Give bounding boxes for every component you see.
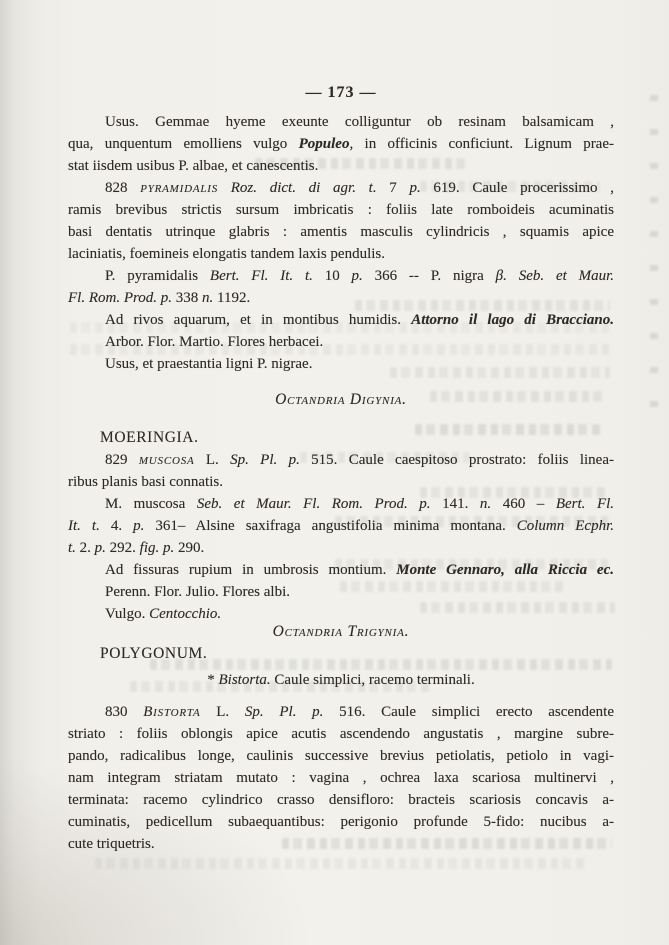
body-line [68,833,614,855]
text-segment: Usus. Gemmae hyeme exeunte colliguntur ob resinam balsamicam , [105,114,614,130]
text-segment: Seb. et Maur. [518,268,615,284]
text-segment: pando, radicalibus longe, caulinis successive brevius petiolatis, petiolo in vagi- [68,748,614,764]
text-segment: nam integram striatam mutato : vagina , ochrea laxa scariosa multinervi , [68,770,614,786]
body-line [68,745,614,767]
body-line [68,353,614,375]
text-segment: Fl. Rom. Prod. p. [68,290,173,306]
text-segment: muscosa [138,452,195,468]
text-segment: cute triquetris. [68,836,155,852]
genus-heading [68,427,614,449]
text-segment: 141. [430,496,480,512]
text-segment: cuminatis, pedicellum subaequantibus: perigonio profunde 5-fido: nucibus a- [68,814,614,830]
body-line [68,701,614,723]
text-segment: ramis brevibus strictis sursum imbricatis : foliis late romboideis acuminatis [68,202,614,218]
text-segment: L. [200,704,245,720]
body-line [68,811,614,833]
text-segment: Octandria Digynia. [275,391,407,408]
text-segment: 516. Caule simplici erecto ascendente [323,704,614,720]
body-line [68,767,614,789]
text-segment: * [207,672,219,688]
text-segment: Octandria Trigynia. [272,623,410,640]
text-segment: Usus, et praestantia ligni P. nigrae. [105,356,313,372]
species-subheading [68,669,614,691]
class-order-heading [68,389,614,411]
text-segment: Populeo [298,136,350,152]
genus-heading [68,643,614,665]
text-segment: p. [409,180,421,196]
text-segment: qua, unquentum emolliens vulgo [68,136,299,152]
text-segment: pyramidalis [140,180,219,196]
text-segment: Sp. Pl. p. [230,452,300,468]
body-line [68,789,614,811]
body-line [68,515,614,537]
text-segment: 829 [105,452,139,468]
text-segment: 290. [174,540,205,556]
text-segment: Bistorta [143,704,201,720]
text-segment: M. muscosa [105,496,197,512]
text-segment: Attorno il lago di Bracciano. [411,312,615,328]
text-segment: Column Ecphr. [516,518,615,534]
body-line [68,471,614,493]
text-segment: Seb. et Maur. Fl. Rom. Prod. p. [196,496,431,512]
text-segment: 10 [312,268,352,284]
body-line [68,287,614,309]
text-segment: 619. Caule procerissimo , [420,180,615,196]
text-segment [507,268,519,284]
text-segment: 2. [75,540,95,556]
text-segment: 1192. [213,290,251,306]
page-number [68,82,614,104]
body-line [68,155,614,177]
text-segment: MOERINGIA. [100,429,199,446]
text-column [68,82,614,855]
text-segment: terminata: racemo cylindrico crasso densifloro: bracteis scariosis concavis a- [68,792,614,808]
body-line [68,177,614,199]
text-segment: β. [495,268,507,284]
text-segment: Bistorta. [218,672,271,688]
text-segment [218,180,231,196]
body-line [68,243,614,265]
text-segment: 361– Alsine saxifraga angustifolia minima montana. [144,518,517,534]
text-segment: n. [479,496,492,512]
text-segment: Ad rivos aquarum, et in montibus humidis. [105,312,412,328]
body-line [68,331,614,353]
text-segment: 7 [376,180,410,196]
text-segment: stat iisdem usibus P. albae, et canescentis. [68,158,319,174]
text-segment: p. [94,540,106,556]
body-line [68,493,614,515]
text-segment: It. t. [68,518,100,534]
body-line [68,309,614,331]
bleedthrough-artifact [95,858,585,869]
text-segment: 292. [105,540,140,556]
body-line [68,111,614,133]
text-segment: 366 -- P. nigra [362,268,496,284]
text-segment: 460 – [491,496,556,512]
text-segment: — 173 — [305,84,377,101]
text-segment: laciniatis, foemineis elongatis tandem laxis pendulis. [68,246,386,262]
text-segment: t. [68,540,76,556]
text-segment: Roz. dict. di agr. t. [230,180,377,196]
text-segment: 828 [105,180,141,196]
text-segment: 338 [172,290,203,306]
body-line [68,265,614,287]
body-line [68,559,614,581]
text-segment: Bert. Fl. It. t. [209,268,313,284]
body-line [68,133,614,155]
text-segment: POLYGONUM. [100,645,208,662]
text-segment: Bert. Fl. [555,496,615,512]
text-segment: Centocchio. [149,606,222,622]
text-segment: 830 [105,704,144,720]
body-line [68,449,614,471]
text-segment: Monte Gennaro, alla Riccia ec. [396,562,614,578]
text-segment: p. [133,518,145,534]
text-segment: Vulgo. [105,606,150,622]
text-segment: Perenn. Flor. Julio. Flores albi. [105,584,290,600]
text-segment: p. [351,268,363,284]
text-segment: basi dentatis utrinque glabris : amentis masculis cylindricis , squamis apice [68,224,614,240]
text-segment: Sp. Pl. p. [244,704,324,720]
body-line [68,537,614,559]
text-segment: P. pyramidalis [105,268,210,284]
text-segment: n. [202,290,214,306]
body-line [68,221,614,243]
text-segment: ribus planis basi connatis. [68,474,223,490]
text-segment: L. [194,452,231,468]
body-line [68,723,614,745]
body-line [68,199,614,221]
text-segment: Caule simplici, racemo terminali. [270,672,475,688]
page-edge-ghost-marks [650,95,658,425]
body-line [68,581,614,603]
text-segment: Arbor. Flor. Martio. Flores herbacei. [105,334,324,350]
text-segment: Ad fissuras rupium in umbrosis montium. [105,562,397,578]
text-segment: , in officinis conficiunt. Lignum prae- [349,136,614,152]
text-segment: striato : foliis oblongis apice acutis ascendendo angustatis , margine subre- [68,726,614,742]
text-segment: 515. Caule caespitoso prostrato: foliis linea- [299,452,614,468]
text-segment: fig. p. [139,540,175,556]
text-segment: 4. [99,518,134,534]
